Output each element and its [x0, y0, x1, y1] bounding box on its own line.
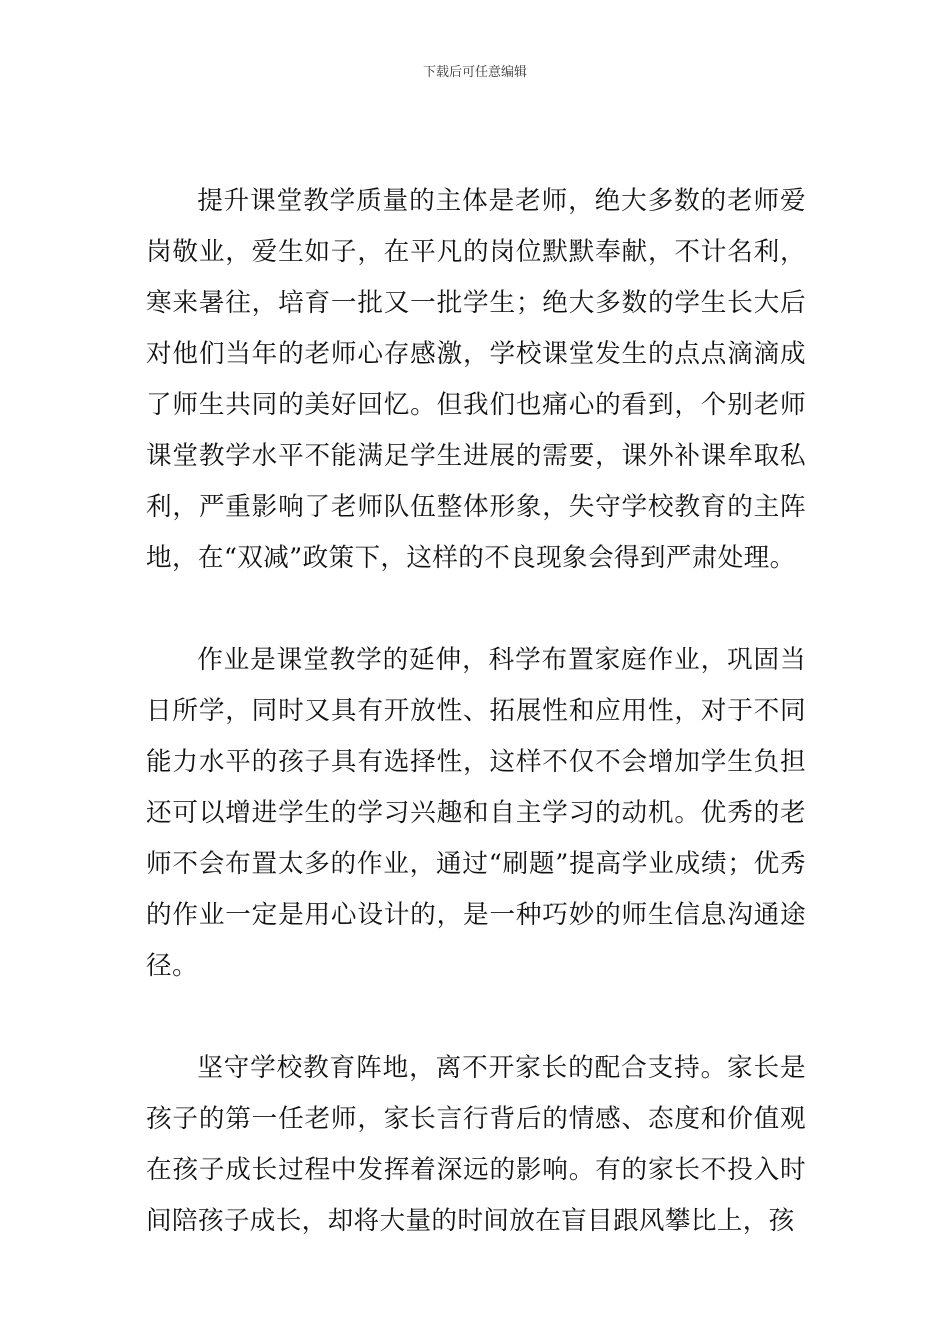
paragraph-teachers: 提升课堂教学质量的主体是老师，绝大多数的老师爱岗敬业，爱生如子，在平凡的岗位默默奉献，不计名利，寒来暑往，培育一批又一批学生；绝大多数的学生长大后对他们当年的老师心存感激，学校课堂发生的点点滴滴成了师生共同的美好回忆。但我们也痛心的看到，个别老师课堂教学水平不能满足学生进展的需要，课外补课牟取私利，严重影响了老师队伍整体形象，失守学校教育的主阵地，在“双减”政策下，这样的不良现象会得到严肃处理。: [146, 186, 806, 573]
document-body: [146, 176, 806, 1247]
paragraph-homework: 作业是课堂教学的延伸，科学布置家庭作业，巩固当日所学，同时又具有开放性、拓展性和应用性，对于不同能力水平的孩子具有选择性，这样不仅不会增加学生负担还可以增进学生的学习兴趣和自主学习的动机。优秀的老师不会布置太多的作业，通过“刷题”提高学业成绩；优秀的作业一定是用心设计的，是一种巧妙的师生信息沟通途径。: [146, 645, 806, 981]
page-header: 下载后可任意编辑: [422, 65, 527, 80]
paragraph-parents: 坚守学校教育阵地，离不开家长的配合支持。家长是孩子的第一任老师，家长言行背后的情感、态度和价值观在孩子成长过程中发挥着深远的影响。有的家长不投入时间陪孩子成长，却将大量的时间放在盲目跟风攀比上，孩: [146, 1053, 806, 1236]
